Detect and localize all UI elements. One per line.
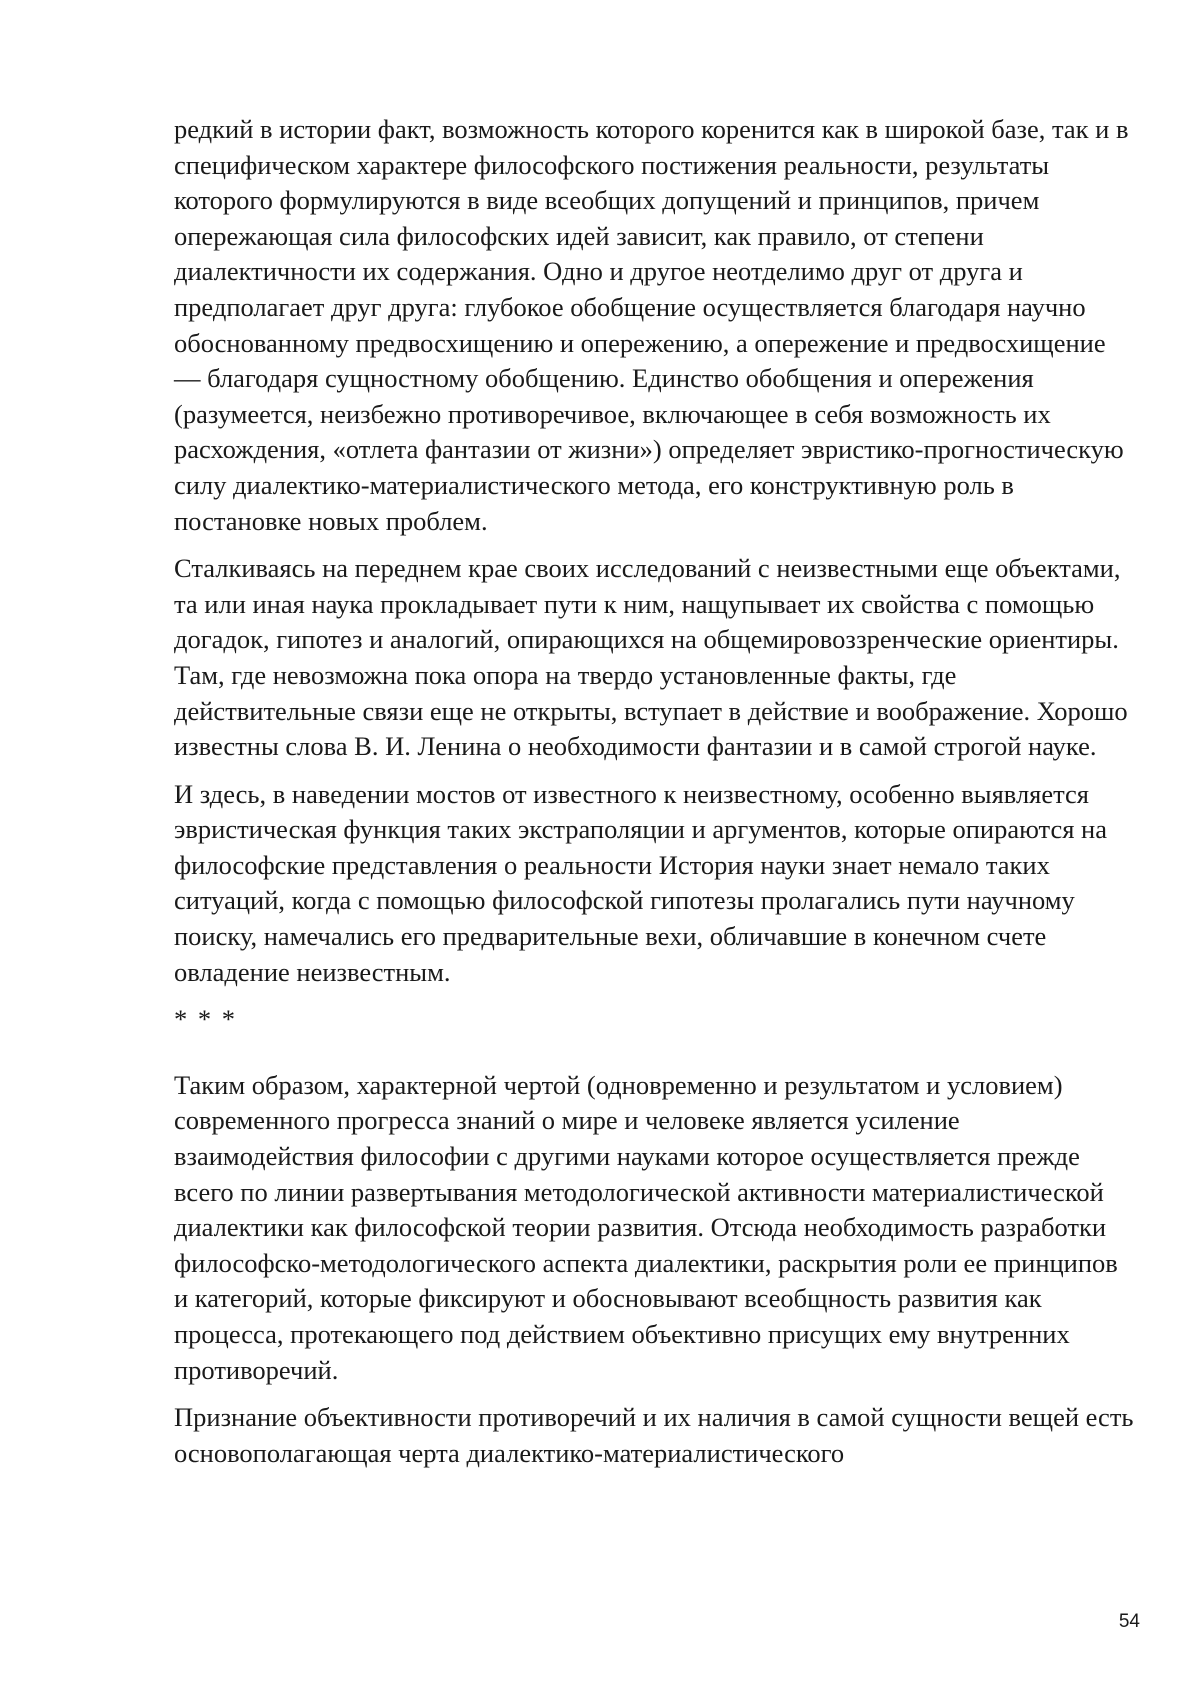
paragraph-3: И здесь, в наведении мостов от известного к неизвестному, особенно выявляется эвристическая функция таких экстраполяции и аргументов, которые опираются на философские представления о реальности История науки знает немало таких ситуаций, когда с помощью философской гипотезы пролагались пути научному поиску, намечались его предварительные вехи, обличавшие в конечном счете овладение неизвестным. (174, 778, 1107, 987)
paragraph-4: Таким образом, характерной чертой (одновременно и результатом и условием) современного прогресса знаний о мире и человеке является усиление взаимодействия философии с другими науками которое осуществляется прежде всего по линии развертывания методологической активности материалистической диалектики как философской теории развития. Отсюда необходимость разработки философско-методологического аспекта диалектики, раскрытия роли ее принципов и категорий, которые фиксируют и обосновывают всеобщность развития как процесса, протекающего под действием объективно присущих ему внутренних противоречий. (174, 1069, 1118, 1385)
paragraph-2: Сталкиваясь на переднем крае своих исследований с неизвестными еще объектами, та или иная наука прокладывает пути к ним, нащупывает их свойства с помощью догадок, гипотез и аналогий, опирающихся на общемировоззренческие ориентиры. Там, где невозможна пока опора на твердо установленные факты, где действительные связи еще не открыты, вступает в действие и воображение. Хорошо известны слова В. И. Ленина о необходимости фантазии и в самой строгой науке. (174, 553, 1128, 762)
section-separator: * * * (174, 1004, 237, 1035)
paragraph-1: редкий в истории факт, возможность которого коренится как в широкой базе, так и в специфическом характере философского постижения реальности, результаты которого формулируются в виде всеобщих допущений и принципов, причем опережающая сила философских идей зависит, как правило, от степени диалектичности их содержания. Одно и другое неотделимо друг от друга и предполагает друг друга: глубокое обобщение осуществляется благодаря научно обоснованному предвосхищению и опережению, а опережение и предвосхищение — благодаря сущностному обобщению. Единство обобщения и опережения (разумеется, неизбежно противоречивое, включающее в себя возможность их расхождения, «отлета фантазии от жизни») определяет эвристико-прогностическую силу диалектико-материалистического метода, его конструктивную роль в постановке новых проблем. (174, 114, 1129, 536)
page-number: 54 (1118, 1611, 1140, 1632)
paragraph-5: Признание объективности противоречий и их наличия в самой сущности вещей есть основополагающая черта диалектико-материалистического (174, 1402, 1134, 1468)
body-text (174, 112, 1134, 1483)
